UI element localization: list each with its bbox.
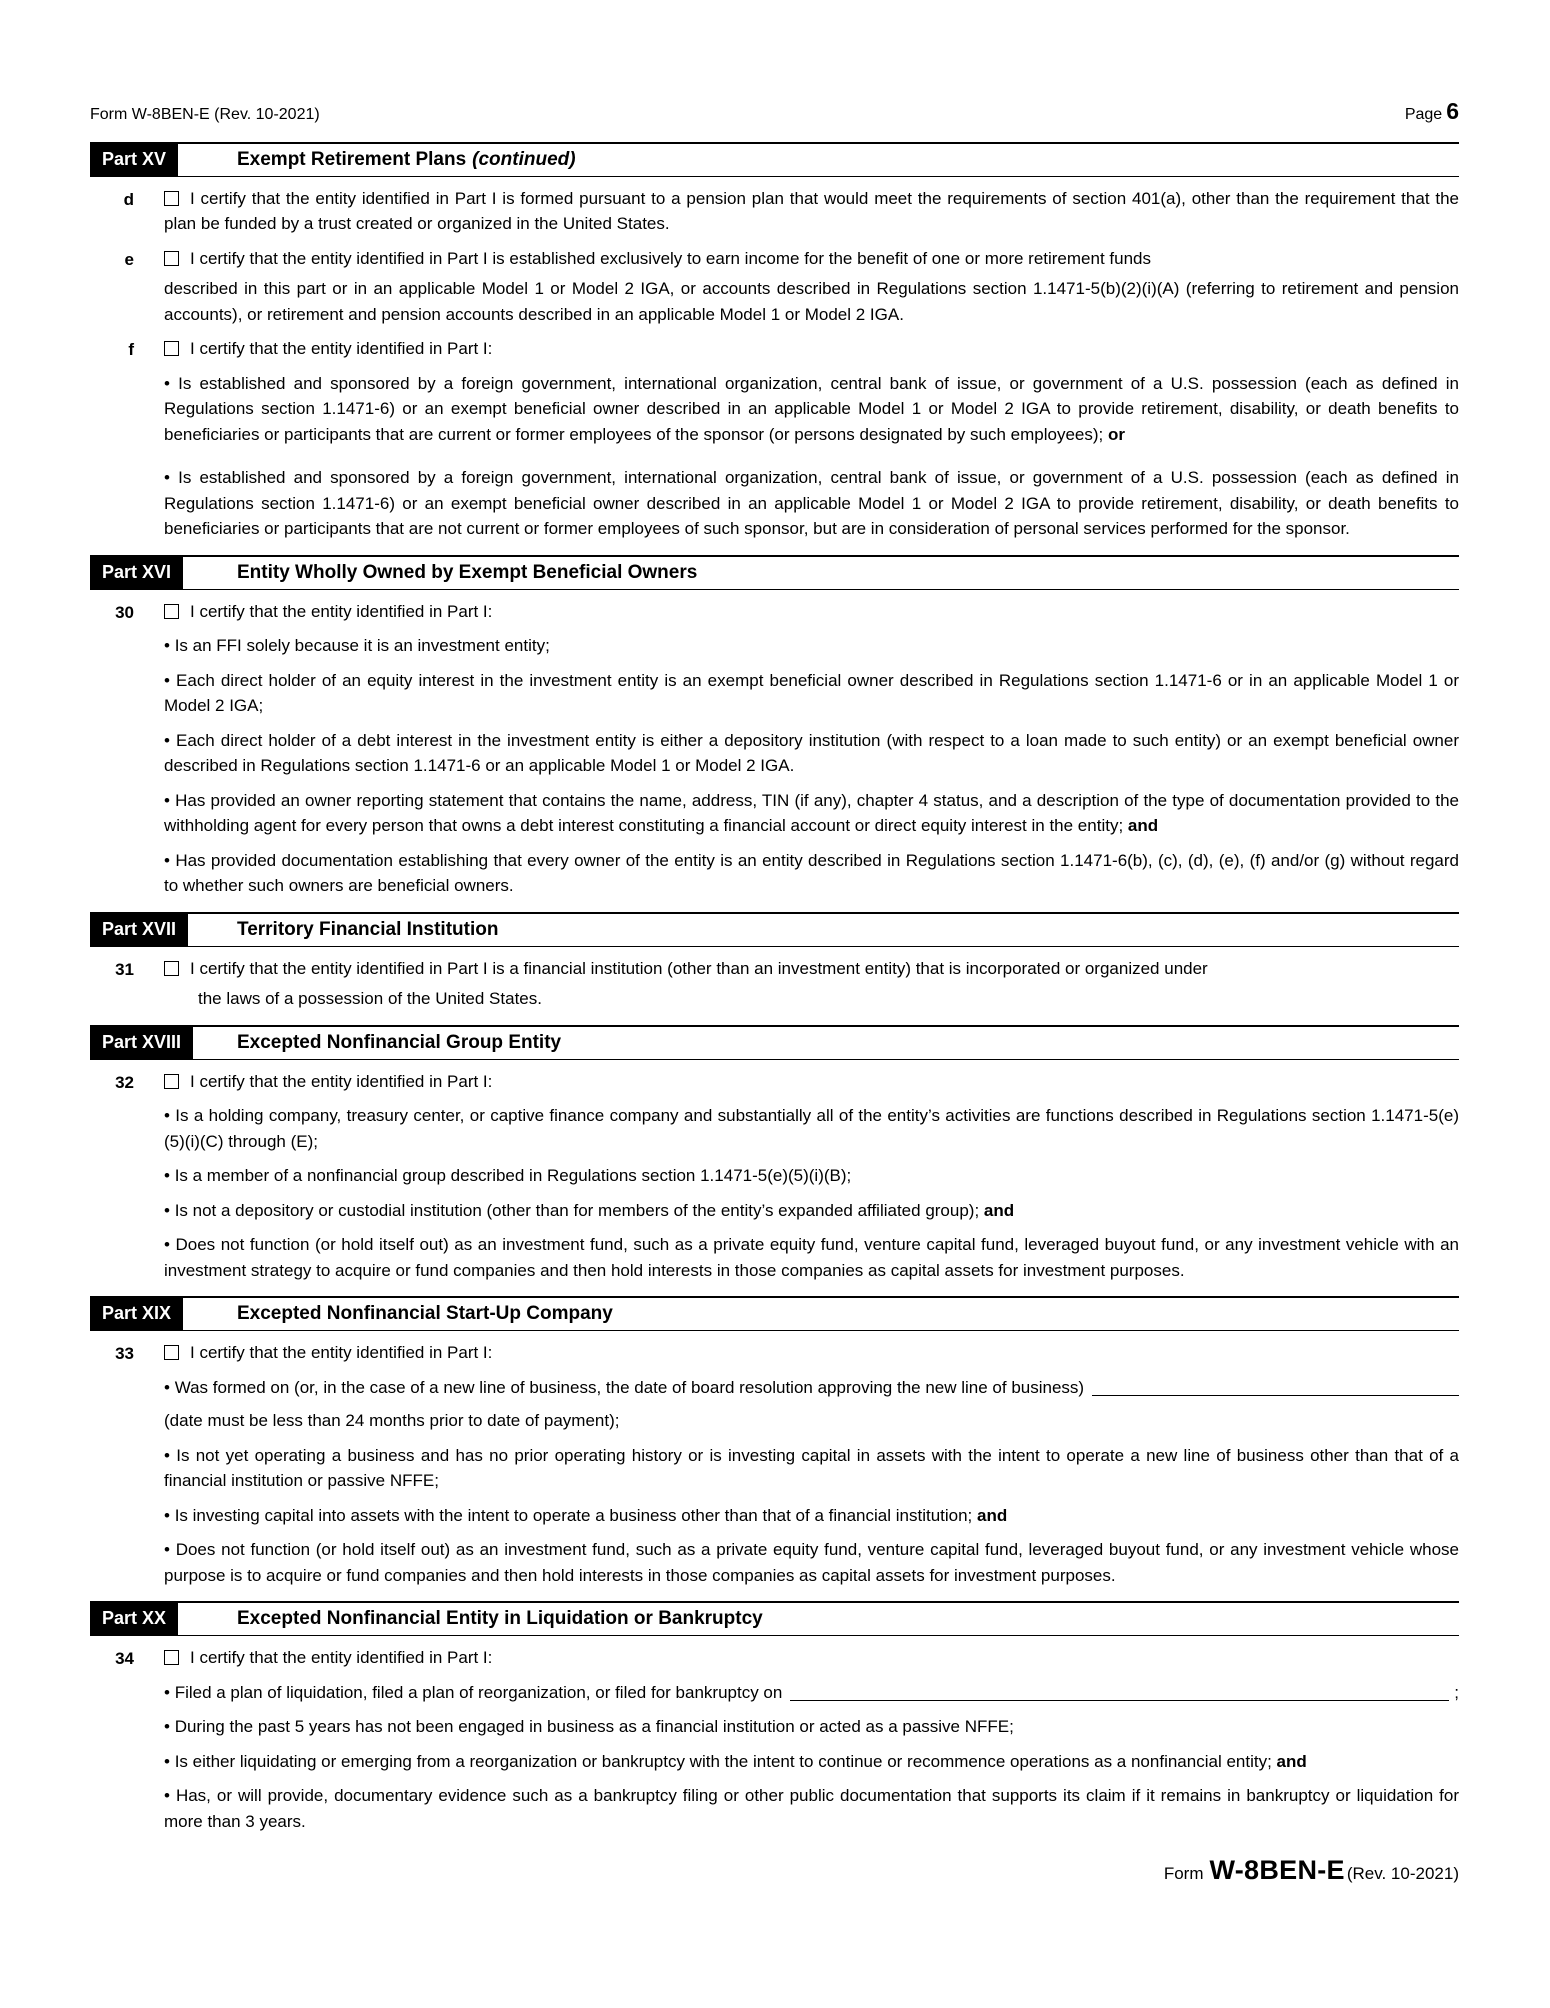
item-33-formation-bullet bbox=[164, 1375, 1459, 1401]
item-31 bbox=[90, 956, 1459, 1012]
item-33-bullet-4: • Does not function (or hold itself out) as an investment fund, such as a private equity fund, venture capital fund, leveraged buyout fund, or any investment vehicle whose purpose is to acquire or fund companies and then hold interests in those companies as capital assets for investment purposes. bbox=[164, 1537, 1459, 1588]
item-30-bullet-1: • Is an FFI solely because it is an investment entity; bbox=[164, 633, 1459, 659]
part-xix-label: Part XIX bbox=[90, 1298, 183, 1330]
item-d-checkbox[interactable] bbox=[164, 191, 179, 206]
item-e-letter: e bbox=[124, 249, 134, 269]
part-xvi-header bbox=[90, 555, 1459, 590]
item-32-bullet-3: • Is not a depository or custodial institution (other than for members of the entity’s expanded affiliated group); and bbox=[164, 1198, 1459, 1224]
item-33-certify-row bbox=[164, 1340, 1459, 1366]
part-xvii-section bbox=[90, 912, 1459, 1012]
item-e bbox=[90, 246, 1459, 328]
bankruptcy-date-field[interactable] bbox=[790, 1700, 1449, 1701]
item-34-bankruptcy-suffix: ; bbox=[1454, 1682, 1459, 1702]
item-34 bbox=[90, 1645, 1459, 1834]
part-xx-header bbox=[90, 1601, 1459, 1636]
item-e-text: I certify that the entity identified in Part I is established exclusively to earn income for the benefit of one or more retirement funds bbox=[190, 248, 1151, 268]
part-xvi-section bbox=[90, 555, 1459, 899]
item-30-bullet-5: • Has provided documentation establishing that every owner of the entity is an entity described in Regulations section 1.1471-6(b), (c), (d), (e), (f) and/or (g) without regard to whether such owners are beneficial owners. bbox=[164, 848, 1459, 899]
item-33-text: I certify that the entity identified in Part I: bbox=[190, 1343, 493, 1362]
item-30-bullet-3: • Each direct holder of a debt interest in the investment entity is either a depository institution (with respect to a loan made to such entity) or an exempt beneficial owner described in Regulations section 1.1471-6 or an applicable Model 1 or Model 2 IGA. bbox=[164, 728, 1459, 779]
item-34-certify-row bbox=[164, 1645, 1459, 1671]
item-e-checkbox[interactable] bbox=[164, 251, 179, 266]
footer-revision: (Rev. 10-2021) bbox=[1346, 1864, 1459, 1883]
part-xix-section bbox=[90, 1296, 1459, 1588]
item-e-certify-row bbox=[164, 246, 1459, 272]
part-xviii-title: Excepted Nonfinancial Group Entity bbox=[237, 1031, 562, 1053]
part-xviii-header bbox=[90, 1025, 1459, 1060]
item-f-text: I certify that the entity identified in Part I: bbox=[190, 339, 493, 358]
item-33-bullet-2: • Is not yet operating a business and has no prior operating history or is investing capital in assets with the intent to operate a new line of business other than that of a financial institution or passive NFFE; bbox=[164, 1443, 1459, 1494]
item-e-continuation: described in this part or in an applicable Model 1 or Model 2 IGA, or accounts described in Regulations section 1.1471-5(b)(2)(i)(A) (referring to retirement and pension accounts), or retirement and pension accounts described in an applicable Model 1 or Model 2 IGA. bbox=[164, 279, 1459, 324]
footer-form-name: W-8BEN-E bbox=[1209, 1855, 1345, 1885]
item-f-certify-row bbox=[164, 336, 1459, 362]
item-34-bankruptcy-text: • Filed a plan of liquidation, filed a plan of reorganization, or filed for bankruptcy on bbox=[174, 1682, 783, 1702]
item-34-text: I certify that the entity identified in Part I: bbox=[190, 1648, 493, 1667]
item-30-bullet-2: • Each direct holder of an equity interest in the investment entity is an exempt beneficial owner described in Regulations section 1.1471-6 or in an applicable Model 1 or Model 2 IGA; bbox=[164, 668, 1459, 719]
part-xv-title-text: Exempt Retirement Plans bbox=[237, 148, 467, 170]
part-xviii-section bbox=[90, 1025, 1459, 1284]
item-32-bullet-1: • Is a holding company, treasury center, or captive finance company and substantially all of the entity’s activities are functions described in Regulations section 1.1471-5(e)(5)(i)(C) through (E); bbox=[164, 1103, 1459, 1154]
item-33 bbox=[90, 1340, 1459, 1588]
item-33-bullet-3: • Is investing capital into assets with the intent to operate a business other than that of a financial institution; and bbox=[164, 1503, 1459, 1529]
item-31-checkbox[interactable] bbox=[164, 961, 179, 976]
part-xvi-label: Part XVI bbox=[90, 557, 183, 589]
header-page-word: Page bbox=[1404, 106, 1443, 123]
item-31-continuation: the laws of a possession of the United States. bbox=[198, 989, 542, 1008]
page-footer bbox=[90, 1850, 1459, 1891]
item-30-bullet-4: • Has provided an owner reporting statement that contains the name, address, TIN (if any), chapter 4 status, and a description of the type of documentation provided to the withholding agent for every person that owns a debt interest constituting a financial account or direct equity interest in the entity; and bbox=[164, 788, 1459, 839]
item-32-text: I certify that the entity identified in Part I: bbox=[190, 1071, 493, 1091]
part-xv-label: Part XV bbox=[90, 144, 178, 176]
part-xv-title bbox=[237, 145, 576, 174]
part-xviii-label: Part XVIII bbox=[90, 1027, 193, 1059]
item-30 bbox=[90, 599, 1459, 899]
item-d-certify-row bbox=[164, 186, 1459, 237]
item-f-checkbox[interactable] bbox=[164, 341, 179, 356]
part-xix-title: Excepted Nonfinancial Start-Up Company bbox=[237, 1302, 613, 1324]
item-f-bullet-2: • Is established and sponsored by a foreign government, international organization, central bank of issue, or government of a U.S. possession (each as defined in Regulations section 1.1471-6) or an exempt beneficial owner described in an applicable Model 1 or Model 2 IGA to provide retirement, disability, or death benefits to beneficiaries or participants that are not current or former employees of such sponsor, but are in consideration of personal services performed for the sponsor. bbox=[164, 465, 1459, 542]
item-34-bullet-4: • Has, or will provide, documentary evidence such as a bankruptcy filing or other public documentation that supports its claim if it remains in bankruptcy or liquidation for more than 3 years. bbox=[164, 1783, 1459, 1834]
item-31-text: I certify that the entity identified in Part I is a financial institution (other than an investment entity) that is incorporated or organized under bbox=[190, 958, 1208, 978]
header-page-indicator bbox=[1405, 94, 1459, 129]
item-33-number: 33 bbox=[115, 1344, 134, 1363]
item-d-text: I certify that the entity identified in Part I is formed pursuant to a pension plan that would meet the requirements of section 401(a), other than the requirement that the plan be funded by a trust created or organized in the United States. bbox=[164, 188, 1459, 233]
item-32-certify-row bbox=[164, 1069, 1459, 1095]
part-xx-title: Excepted Nonfinancial Entity in Liquidation or Bankruptcy bbox=[237, 1607, 763, 1629]
item-34-bankruptcy-bullet bbox=[164, 1680, 1459, 1706]
part-xv-section bbox=[90, 142, 1459, 542]
item-34-bullet-2: • During the past 5 years has not been engaged in business as a financial institution or acted as a passive NFFE; bbox=[164, 1714, 1459, 1740]
formation-date-field[interactable] bbox=[1092, 1395, 1459, 1396]
header-page-number: 6 bbox=[1446, 98, 1459, 124]
item-34-bullet-3: • Is either liquidating or emerging from a reorganization or bankruptcy with the intent to continue or recommence operations as a nonfinancial entity; and bbox=[164, 1749, 1459, 1775]
part-xv-header bbox=[90, 142, 1459, 177]
item-30-checkbox[interactable] bbox=[164, 604, 179, 619]
item-30-certify-row bbox=[164, 599, 1459, 625]
header-form-ref: Form W-8BEN-E (Rev. 10-2021) bbox=[90, 106, 320, 123]
footer-form-word: Form bbox=[1163, 1864, 1204, 1883]
item-f-bullet-1: • Is established and sponsored by a foreign government, international organization, central bank of issue, or government of a U.S. possession (each as defined in Regulations section 1.1471-6) or an exempt beneficial owner described in an applicable Model 1 or Model 2 IGA to provide retirement, disability, or death benefits to beneficiaries or participants that are current or former employees of the sponsor (or persons designated by such employees); or bbox=[164, 371, 1459, 448]
item-31-number: 31 bbox=[115, 959, 134, 979]
item-34-number: 34 bbox=[115, 1649, 134, 1668]
part-xvii-header bbox=[90, 912, 1459, 947]
item-32-bullet-2: • Is a member of a nonfinancial group described in Regulations section 1.1471-5(e)(5)(i)(B); bbox=[164, 1163, 1459, 1189]
item-34-checkbox[interactable] bbox=[164, 1650, 179, 1665]
item-32-checkbox[interactable] bbox=[164, 1074, 179, 1089]
part-xvi-title: Entity Wholly Owned by Exempt Beneficial Owners bbox=[237, 561, 698, 583]
part-xvii-label: Part XVII bbox=[90, 914, 188, 946]
part-xvii-title: Territory Financial Institution bbox=[237, 918, 499, 940]
item-31-certify-row bbox=[164, 956, 1459, 982]
item-30-text: I certify that the entity identified in Part I: bbox=[190, 601, 493, 621]
page-header bbox=[90, 94, 1459, 129]
w8bene-page-6 bbox=[90, 94, 1459, 1891]
item-33-date-note: (date must be less than 24 months prior to date of payment); bbox=[164, 1411, 620, 1430]
part-xx-section bbox=[90, 1601, 1459, 1834]
part-xix-header bbox=[90, 1296, 1459, 1331]
item-32 bbox=[90, 1069, 1459, 1284]
item-32-bullet-4: • Does not function (or hold itself out) as an investment fund, such as a private equity fund, venture capital fund, leveraged buyout fund, or any investment vehicle with an investment strategy to acquire or fund companies and then hold interests in those companies as capital assets for investment purposes. bbox=[164, 1232, 1459, 1283]
item-d bbox=[90, 186, 1459, 237]
part-xv-continued-note: (continued) bbox=[472, 148, 576, 170]
item-30-number: 30 bbox=[115, 602, 134, 622]
item-33-formation-text: • Was formed on (or, in the case of a new line of business, the date of board resolution approving the new line of business) bbox=[174, 1377, 1085, 1397]
item-d-letter: d bbox=[123, 189, 134, 209]
item-32-number: 32 bbox=[115, 1072, 134, 1092]
item-33-checkbox[interactable] bbox=[164, 1345, 179, 1360]
item-f-letter: f bbox=[128, 340, 134, 359]
part-xx-label: Part XX bbox=[90, 1603, 178, 1635]
item-f bbox=[90, 336, 1459, 542]
